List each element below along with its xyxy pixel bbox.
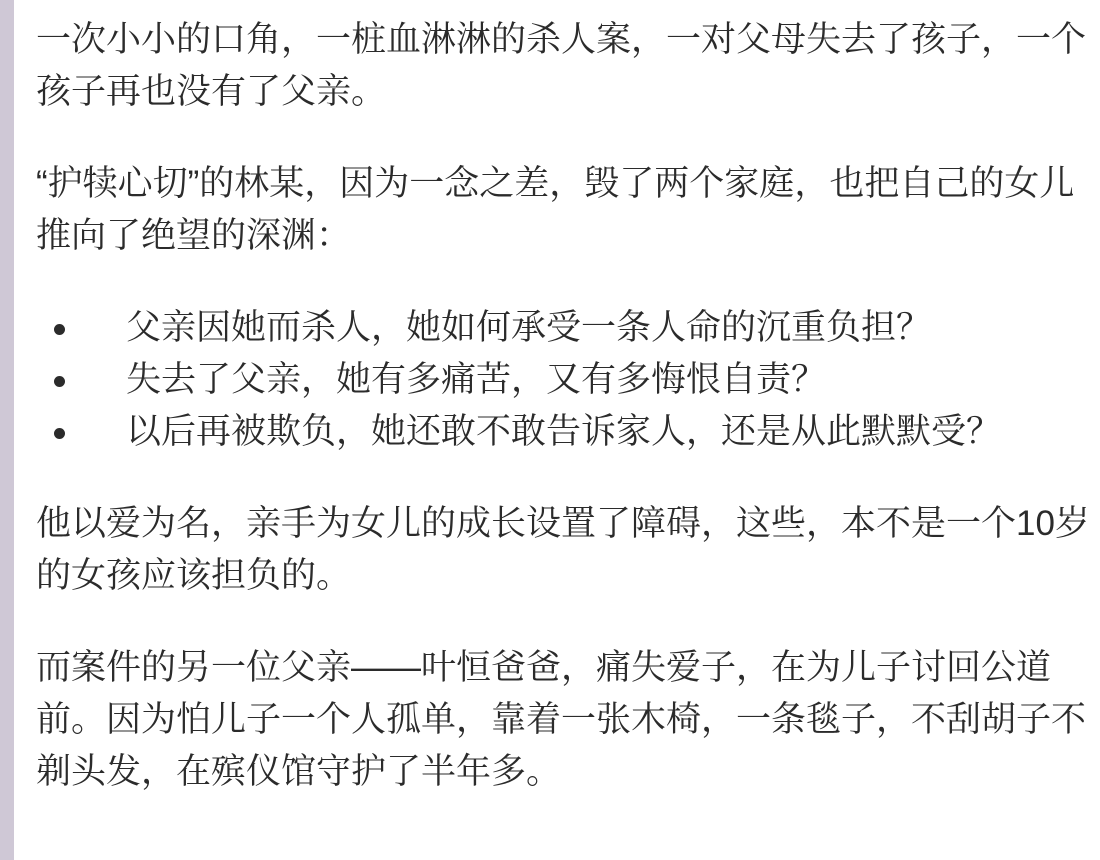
list-item [36,302,1100,354]
spacer [36,262,1100,302]
list-item [36,354,1100,406]
paragraph-4: 而案件的另一位父亲——叶恒爸爸，痛失爱子，在为儿子讨回公道前。因为怕儿子一个人孤单，靠着一张木椅，一条毯子，不刮胡子不剃头发，在殡仪馆守护了半年多。 [36,648,1087,791]
spacer [36,602,1100,642]
bullet-dot-icon [54,428,65,439]
paragraph-3: 他以爱为名，亲手为女儿的成长设置了障碍，这些，本不是一个10岁的女孩应该担负的。 [36,504,1090,595]
spacer [36,118,1100,158]
article-content [36,0,1100,860]
spacer [36,458,1100,498]
list-item [36,406,1100,458]
left-accent-bar [0,0,14,860]
bullet-dot-icon [54,324,65,335]
paragraph-2: “护犊心切”的林某，因为一念之差，毁了两个家庭，也把自己的女儿推向了绝望的深渊： [36,164,1075,255]
list-item-label: 以后再被欺负，她还敢不敢告诉家人，还是从此默默受？ [126,412,1002,451]
list-item-label: 父亲因她而杀人，她如何承受一条人命的沉重负担？ [126,308,932,347]
bullet-list [36,302,1100,458]
list-item-label: 失去了父亲，她有多痛苦，又有多悔恨自责？ [126,360,827,399]
paragraph-1: 一次小小的口角，一桩血淋淋的杀人案，一对父母失去了孩子，一个孩子再也没有了父亲。 [36,20,1087,111]
bullet-dot-icon [54,376,65,387]
